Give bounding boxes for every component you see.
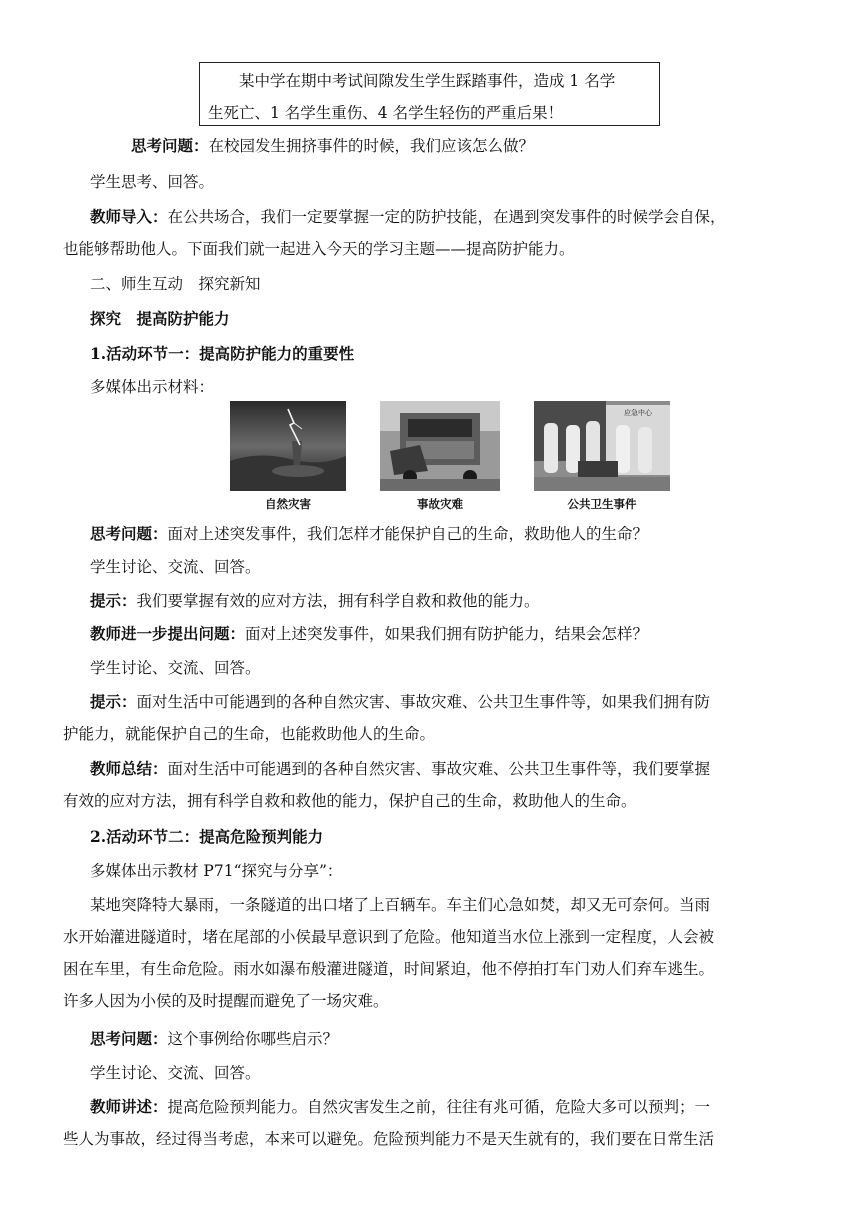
teacher-intro-label: 教师导入： <box>90 207 168 226</box>
hint-label-2: 提示： <box>90 692 137 711</box>
teacher-lecture-text-2: 些人为事故，经过得当考虑，本来可以避免。危险预判能力不是天生就有的，我们要在日常生活 <box>63 1130 715 1148</box>
figure-row <box>230 401 670 513</box>
storm-photo <box>230 401 346 491</box>
van-sign: 应急中心 <box>624 409 652 417</box>
teacher-summary-paragraph <box>63 753 792 817</box>
caption-public-health: 公共卫生事件 <box>567 497 637 511</box>
hint-paragraph-2 <box>63 686 792 750</box>
teacher-question-label: 教师进一步提出问题： <box>90 624 246 643</box>
teacher-question-paragraph <box>90 618 792 650</box>
question-text-3: 这个事例给你哪些启示？ <box>167 1030 339 1048</box>
story-line-4: 许多人因为小侯的及时提醒而避免了一场灾难。 <box>63 992 389 1010</box>
caption-accident: 事故灾难 <box>417 497 463 511</box>
section-heading-2: 二、师生互动 探究新知 <box>90 275 261 293</box>
activity-2-heading: 2.活动环节二：提高危险预判能力 <box>90 827 324 846</box>
emergency-photo <box>534 401 670 491</box>
hint-text-2a: 面对生活中可能遇到的各种自然灾害、事故灾难、公共卫生事件等，如果我们拥有防 <box>136 693 711 711</box>
multimedia-intro-1: 多媒体出示材料： <box>90 378 215 396</box>
question-text-2: 面对上述突发事件，我们怎样才能保护自己的生命，救助他人的生命？ <box>167 525 649 543</box>
multimedia-intro-2: 多媒体出示教材 P71“探究与分享”： <box>90 862 343 880</box>
teacher-summary-text-2: 有效的应对方法，拥有科学自救和救他的能力，保护自己的生命，救助他人的生命。 <box>63 792 637 810</box>
caption-natural-disaster: 自然灾害 <box>265 497 311 511</box>
teacher-lecture-paragraph <box>63 1091 792 1155</box>
student-response-2: 学生讨论、交流、回答。 <box>90 558 261 576</box>
story-paragraph <box>63 889 792 1017</box>
student-response-1: 学生思考、回答。 <box>90 173 215 191</box>
hint-paragraph-1 <box>90 585 792 617</box>
teacher-lecture-text-1: 提高危险预判能力。自然灾害发生之前，往往有兆可循，危险大多可以预判；一 <box>167 1098 711 1116</box>
teacher-lecture-label: 教师讲述： <box>90 1097 168 1116</box>
case-box-line-2: 生死亡、1 名学生重伤、4 名学生轻伤的严重后果！ <box>208 104 564 122</box>
case-box <box>199 62 660 126</box>
figure-natural-disaster <box>230 401 346 513</box>
story-line-2: 水开始灌进隧道时，堵在尾部的小侯最早意识到了危险。他知道当水位上涨到一定程度，人会被 <box>63 928 715 946</box>
question-label-2: 思考问题： <box>90 524 168 543</box>
activity-1-heading: 1.活动环节一：提高防护能力的重要性 <box>90 344 355 363</box>
teacher-intro-text-1: 在公共场合，我们一定要掌握一定的防护技能，在遇到突发事件的时候学会自保， <box>167 208 726 226</box>
hint-text-2b: 护能力，就能保护自己的生命，也能救助他人的生命。 <box>63 725 436 743</box>
hint-text-1: 我们要掌握有效的应对方法，拥有科学自救和救他的能力。 <box>136 592 540 610</box>
question-paragraph-1 <box>131 130 833 162</box>
teacher-summary-label: 教师总结： <box>90 759 168 778</box>
student-response-4: 学生讨论、交流、回答。 <box>90 1064 261 1082</box>
teacher-question-text: 面对上述突发事件，如果我们拥有防护能力，结果会怎样？ <box>245 625 649 643</box>
question-label: 思考问题： <box>131 136 209 155</box>
teacher-intro-text-2: 也能够帮助他人。下面我们就一起进入今天的学习主题——提高防护能力。 <box>63 240 575 258</box>
teacher-summary-text-1: 面对生活中可能遇到的各种自然灾害、事故灾难、公共卫生事件等，我们要掌握 <box>167 760 711 778</box>
explore-heading: 探究 提高防护能力 <box>90 309 230 328</box>
question-text: 在校园发生拥挤事件的时候，我们应该怎么做？ <box>208 137 535 155</box>
question-paragraph-2 <box>90 518 792 550</box>
hint-label-1: 提示： <box>90 591 137 610</box>
case-box-line-1: 某中学在期中考试间隙发生学生踩踏事件，造成 1 名学 <box>239 72 616 90</box>
student-response-3: 学生讨论、交流、回答。 <box>90 659 261 677</box>
question-paragraph-3 <box>90 1023 792 1055</box>
truck-crash-photo <box>380 401 500 491</box>
teacher-intro-paragraph <box>63 201 792 265</box>
figure-accident <box>380 401 500 513</box>
story-line-1: 某地突降特大暴雨，一条隧道的出口堵了上百辆车。车主们心急如焚，却又无可奈何。当雨 <box>90 896 711 914</box>
question-label-3: 思考问题： <box>90 1029 168 1048</box>
story-line-3: 困在车里，有生命危险。雨水如瀑布般灌进隧道，时间紧迫，他不停拍打车门劝人们弃车逃生。 <box>63 960 715 978</box>
figure-public-health <box>534 401 670 513</box>
